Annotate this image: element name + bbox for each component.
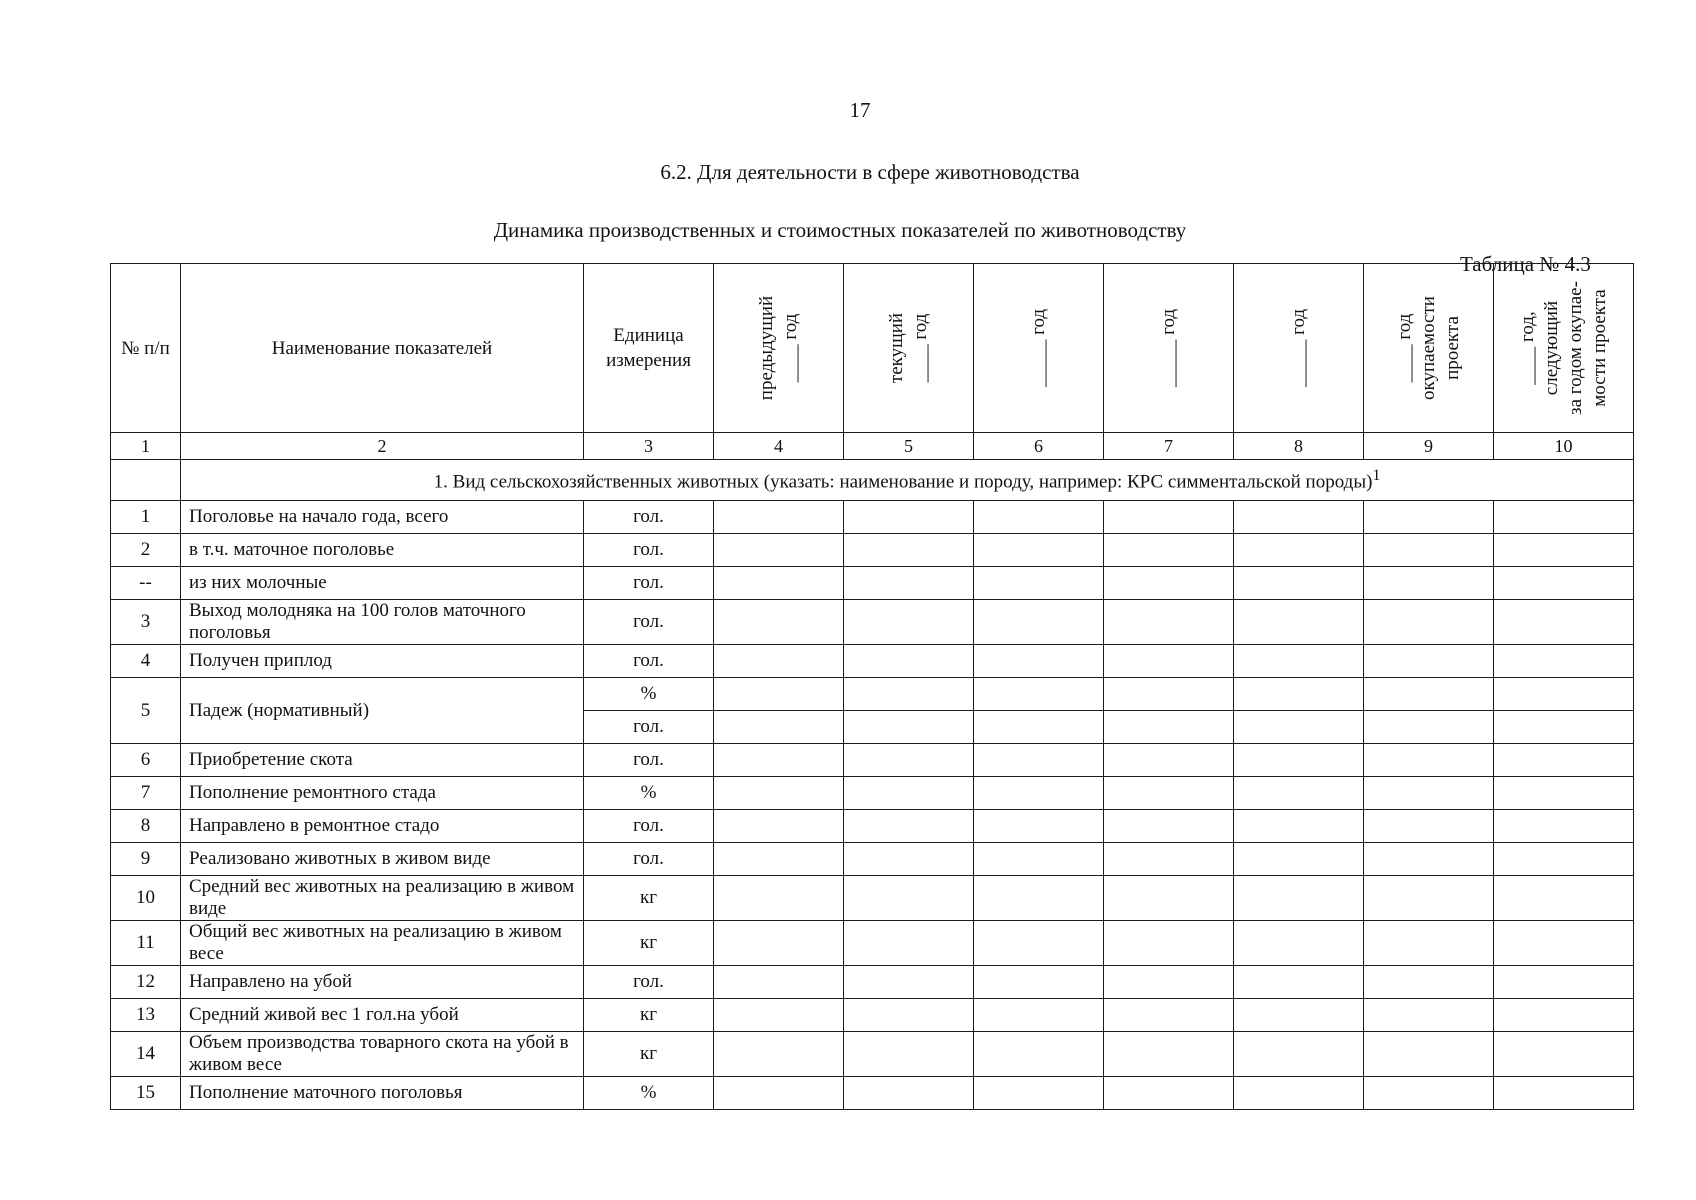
table-row	[111, 1077, 1634, 1110]
value-cell[interactable]	[1104, 810, 1234, 843]
value-cell[interactable]	[714, 567, 844, 600]
value-cell[interactable]	[974, 1077, 1104, 1110]
column-number: 7	[1104, 433, 1234, 460]
value-cell[interactable]	[1494, 534, 1634, 567]
row-number: 9	[111, 843, 181, 876]
row-unit: гол.	[584, 843, 714, 876]
value-cell[interactable]	[1104, 966, 1234, 999]
value-cell[interactable]	[1104, 843, 1234, 876]
value-cell[interactable]	[974, 876, 1104, 921]
table-row	[111, 534, 1634, 567]
row-indicator-name: Реализовано животных в живом виде	[181, 843, 584, 876]
row-indicator-name: Пополнение ремонтного стада	[181, 777, 584, 810]
value-cell[interactable]	[1494, 966, 1634, 999]
header-year-6-text: _____ год	[1027, 308, 1049, 388]
value-cell[interactable]	[1494, 843, 1634, 876]
row-number: 4	[111, 645, 181, 678]
value-cell[interactable]	[974, 567, 1104, 600]
row-number: 1	[111, 501, 181, 534]
value-cell[interactable]	[974, 843, 1104, 876]
value-cell[interactable]	[844, 534, 974, 567]
value-cell[interactable]	[1364, 567, 1494, 600]
value-cell[interactable]	[714, 1077, 844, 1110]
value-cell[interactable]	[1234, 744, 1364, 777]
value-cell[interactable]	[974, 999, 1104, 1032]
footnote-marker: 1	[1372, 466, 1381, 484]
value-cell[interactable]	[714, 501, 844, 534]
row-number: 3	[111, 600, 181, 645]
row-indicator-name: Средний живой вес 1 гол.на убой	[181, 999, 584, 1032]
value-cell[interactable]	[1104, 600, 1234, 645]
page-number: 17	[849, 98, 871, 122]
header-payback-year	[1364, 264, 1494, 433]
header-year-8-text: _____ год	[1287, 308, 1309, 388]
value-cell[interactable]	[1234, 966, 1364, 999]
value-cell[interactable]	[1234, 645, 1364, 678]
value-cell[interactable]	[714, 810, 844, 843]
value-cell[interactable]	[974, 921, 1104, 966]
indicators-table	[110, 263, 1634, 1110]
value-cell[interactable]	[1234, 600, 1364, 645]
value-cell[interactable]	[1234, 921, 1364, 966]
value-cell[interactable]	[1364, 999, 1494, 1032]
header-after-payback-line1: ____ год,	[1516, 311, 1538, 385]
row-number: 7	[111, 777, 181, 810]
value-cell[interactable]	[1494, 921, 1634, 966]
value-cell[interactable]	[714, 744, 844, 777]
row-indicator-name: Падеж (нормативный)	[181, 678, 584, 744]
header-after-payback-line4: мости проекта	[1588, 289, 1610, 407]
value-cell[interactable]	[1104, 921, 1234, 966]
value-cell[interactable]	[1234, 534, 1364, 567]
row-unit: %	[584, 678, 714, 711]
table-row	[111, 501, 1634, 534]
header-previous-year-line1: предыдущий	[755, 295, 777, 401]
value-cell[interactable]	[844, 744, 974, 777]
value-cell[interactable]	[844, 1032, 974, 1077]
value-cell[interactable]	[1494, 810, 1634, 843]
table-row	[111, 999, 1634, 1032]
row-indicator-name: в т.ч. маточное поголовье	[181, 534, 584, 567]
value-cell[interactable]	[714, 876, 844, 921]
value-cell[interactable]	[1494, 645, 1634, 678]
value-cell[interactable]	[1494, 1032, 1634, 1077]
column-number: 5	[844, 433, 974, 460]
header-current-year	[844, 264, 974, 433]
header-unit: Единица измерения	[584, 264, 714, 433]
row-unit: %	[584, 1077, 714, 1110]
value-cell[interactable]	[1494, 777, 1634, 810]
header-year-7-text: _____ год	[1157, 308, 1179, 388]
table-row	[111, 600, 1634, 645]
table-row	[111, 966, 1634, 999]
value-cell[interactable]	[714, 999, 844, 1032]
value-cell[interactable]	[714, 645, 844, 678]
table-row	[111, 777, 1634, 810]
value-cell[interactable]	[1234, 1077, 1364, 1110]
value-cell[interactable]	[714, 966, 844, 999]
column-number: 10	[1494, 433, 1634, 460]
table-row	[111, 678, 1634, 711]
table-row	[111, 810, 1634, 843]
row-indicator-name: из них молочные	[181, 567, 584, 600]
section-title: 6.2. Для деятельности в сфере животноводства	[660, 160, 1080, 184]
value-cell[interactable]	[1494, 711, 1634, 744]
animal-type-section-row	[111, 460, 1634, 501]
value-cell[interactable]	[974, 501, 1104, 534]
value-cell[interactable]	[1364, 744, 1494, 777]
row-indicator-name: Получен приплод	[181, 645, 584, 678]
header-payback-year-line1: ____ год	[1393, 313, 1415, 383]
value-cell[interactable]	[1234, 810, 1364, 843]
value-cell[interactable]	[1364, 645, 1494, 678]
value-cell[interactable]	[1364, 810, 1494, 843]
row-unit: гол.	[584, 744, 714, 777]
value-cell[interactable]	[1234, 567, 1364, 600]
row-number: 5	[111, 678, 181, 744]
header-previous-year-line2: ____ год	[779, 313, 801, 383]
row-number: 12	[111, 966, 181, 999]
value-cell[interactable]	[1364, 921, 1494, 966]
row-indicator-name: Поголовье на начало года, всего	[181, 501, 584, 534]
value-cell[interactable]	[1234, 1032, 1364, 1077]
header-payback-year-line2: окупаемости	[1417, 296, 1439, 400]
value-cell[interactable]	[974, 777, 1104, 810]
value-cell[interactable]	[714, 843, 844, 876]
value-cell[interactable]	[1494, 678, 1634, 711]
value-cell[interactable]	[1364, 678, 1494, 711]
row-number: 10	[111, 876, 181, 921]
row-indicator-name: Общий вес животных на реализацию в живом весе	[181, 921, 584, 966]
value-cell[interactable]	[974, 534, 1104, 567]
value-cell[interactable]	[714, 711, 844, 744]
table-row	[111, 1032, 1634, 1077]
value-cell[interactable]	[714, 600, 844, 645]
value-cell[interactable]	[1364, 1032, 1494, 1077]
value-cell[interactable]	[1104, 678, 1234, 711]
row-unit: гол.	[584, 600, 714, 645]
value-cell[interactable]	[1234, 501, 1364, 534]
table-row	[111, 843, 1634, 876]
value-cell[interactable]	[1364, 843, 1494, 876]
row-unit: гол.	[584, 810, 714, 843]
row-unit: гол.	[584, 501, 714, 534]
header-after-payback-line2: следующий	[1540, 300, 1562, 396]
value-cell[interactable]	[844, 711, 974, 744]
table-row	[111, 744, 1634, 777]
column-number: 2	[181, 433, 584, 460]
column-number: 4	[714, 433, 844, 460]
value-cell[interactable]	[844, 1077, 974, 1110]
value-cell[interactable]	[844, 810, 974, 843]
value-cell[interactable]	[844, 645, 974, 678]
value-cell[interactable]	[1364, 876, 1494, 921]
row-unit-secondary: гол.	[584, 711, 714, 744]
value-cell[interactable]	[974, 711, 1104, 744]
value-cell[interactable]	[1364, 711, 1494, 744]
row-indicator-name: Приобретение скота	[181, 744, 584, 777]
row-unit: кг	[584, 999, 714, 1032]
row-unit: %	[584, 777, 714, 810]
row-number: 8	[111, 810, 181, 843]
row-unit: гол.	[584, 567, 714, 600]
animal-type-section-cell	[181, 460, 1634, 501]
value-cell[interactable]	[844, 966, 974, 999]
header-payback-year-line3: проекта	[1441, 316, 1463, 380]
column-number: 9	[1364, 433, 1494, 460]
value-cell[interactable]	[974, 600, 1104, 645]
table-row	[111, 567, 1634, 600]
column-number: 6	[974, 433, 1104, 460]
header-previous-year	[714, 264, 844, 433]
value-cell[interactable]	[844, 921, 974, 966]
row-number: 6	[111, 744, 181, 777]
value-cell[interactable]	[844, 876, 974, 921]
column-number: 8	[1234, 433, 1364, 460]
value-cell[interactable]	[1104, 534, 1234, 567]
header-current-year-line2: ____ год	[909, 313, 931, 383]
value-cell[interactable]	[844, 678, 974, 711]
value-cell[interactable]	[1364, 966, 1494, 999]
value-cell[interactable]	[1104, 999, 1234, 1032]
header-year-6	[974, 264, 1104, 433]
value-cell[interactable]	[844, 777, 974, 810]
animal-type-section-text: 1. Вид сельскохозяйственных животных (указать: наименование и породу, например: КРС симментальской породы)	[433, 471, 1373, 493]
value-cell[interactable]	[1104, 567, 1234, 600]
value-cell[interactable]	[1234, 999, 1364, 1032]
header-indicator-name: Наименование показателей	[181, 264, 584, 433]
table-row	[111, 921, 1634, 966]
value-cell[interactable]	[1234, 711, 1364, 744]
row-indicator-name: Объем производства товарного скота на убой в живом весе	[181, 1032, 584, 1077]
header-row	[111, 264, 1634, 433]
value-cell[interactable]	[1104, 711, 1234, 744]
value-cell[interactable]	[1104, 645, 1234, 678]
row-number: 11	[111, 921, 181, 966]
row-number: --	[111, 567, 181, 600]
table-title: Динамика производственных и стоимостных показателей по животноводству	[493, 218, 1187, 242]
row-number: 14	[111, 1032, 181, 1077]
row-indicator-name: Пополнение маточного поголовья	[181, 1077, 584, 1110]
row-unit: кг	[584, 921, 714, 966]
column-number: 3	[584, 433, 714, 460]
header-after-payback-line3: за годом окупае-	[1564, 281, 1586, 415]
value-cell[interactable]	[974, 645, 1104, 678]
table-row	[111, 876, 1634, 921]
value-cell[interactable]	[1104, 1032, 1234, 1077]
row-indicator-name: Направлено в ремонтное стадо	[181, 810, 584, 843]
value-cell[interactable]	[1364, 777, 1494, 810]
value-cell[interactable]	[974, 678, 1104, 711]
value-cell[interactable]	[844, 843, 974, 876]
value-cell[interactable]	[1104, 501, 1234, 534]
column-number: 1	[111, 433, 181, 460]
value-cell[interactable]	[974, 810, 1104, 843]
value-cell[interactable]	[1494, 876, 1634, 921]
value-cell[interactable]	[1234, 777, 1364, 810]
value-cell[interactable]	[1234, 678, 1364, 711]
value-cell[interactable]	[1104, 777, 1234, 810]
row-unit: гол.	[584, 966, 714, 999]
value-cell[interactable]	[714, 1032, 844, 1077]
header-year-8	[1234, 264, 1364, 433]
column-number-row	[111, 433, 1634, 460]
value-cell[interactable]	[1364, 501, 1494, 534]
row-number: 15	[111, 1077, 181, 1110]
table-row	[111, 645, 1634, 678]
header-year-7	[1104, 264, 1234, 433]
header-current-year-line1: текущий	[885, 312, 907, 384]
value-cell[interactable]	[1494, 501, 1634, 534]
row-number: 2	[111, 534, 181, 567]
row-unit: гол.	[584, 534, 714, 567]
row-indicator-name: Направлено на убой	[181, 966, 584, 999]
value-cell[interactable]	[1494, 1077, 1634, 1110]
table-label: Таблица № 4.3	[1460, 252, 1591, 276]
value-cell[interactable]	[1104, 1077, 1234, 1110]
row-unit: кг	[584, 1032, 714, 1077]
value-cell[interactable]	[1104, 876, 1234, 921]
value-cell[interactable]	[1234, 843, 1364, 876]
row-unit: кг	[584, 876, 714, 921]
value-cell[interactable]	[1104, 744, 1234, 777]
value-cell[interactable]	[844, 600, 974, 645]
value-cell[interactable]	[1364, 600, 1494, 645]
value-cell[interactable]	[1494, 744, 1634, 777]
header-number: № п/п	[111, 264, 181, 433]
value-cell[interactable]	[714, 534, 844, 567]
value-cell[interactable]	[1494, 600, 1634, 645]
value-cell[interactable]	[974, 966, 1104, 999]
value-cell[interactable]	[1234, 876, 1364, 921]
value-cell[interactable]	[1494, 999, 1634, 1032]
value-cell[interactable]	[714, 921, 844, 966]
row-unit: гол.	[584, 645, 714, 678]
value-cell[interactable]	[1494, 567, 1634, 600]
row-indicator-name: Выход молодняка на 100 голов маточного поголовья	[181, 600, 584, 645]
value-cell[interactable]	[844, 501, 974, 534]
value-cell[interactable]	[974, 744, 1104, 777]
value-cell[interactable]	[714, 678, 844, 711]
row-indicator-name: Средний вес животных на реализацию в живом виде	[181, 876, 584, 921]
header-after-payback-year	[1494, 264, 1634, 433]
value-cell[interactable]	[844, 999, 974, 1032]
value-cell[interactable]	[1364, 534, 1494, 567]
value-cell[interactable]	[844, 567, 974, 600]
value-cell[interactable]	[1364, 1077, 1494, 1110]
value-cell[interactable]	[714, 777, 844, 810]
section-empty-cell	[111, 460, 181, 501]
value-cell[interactable]	[974, 1032, 1104, 1077]
row-number: 13	[111, 999, 181, 1032]
